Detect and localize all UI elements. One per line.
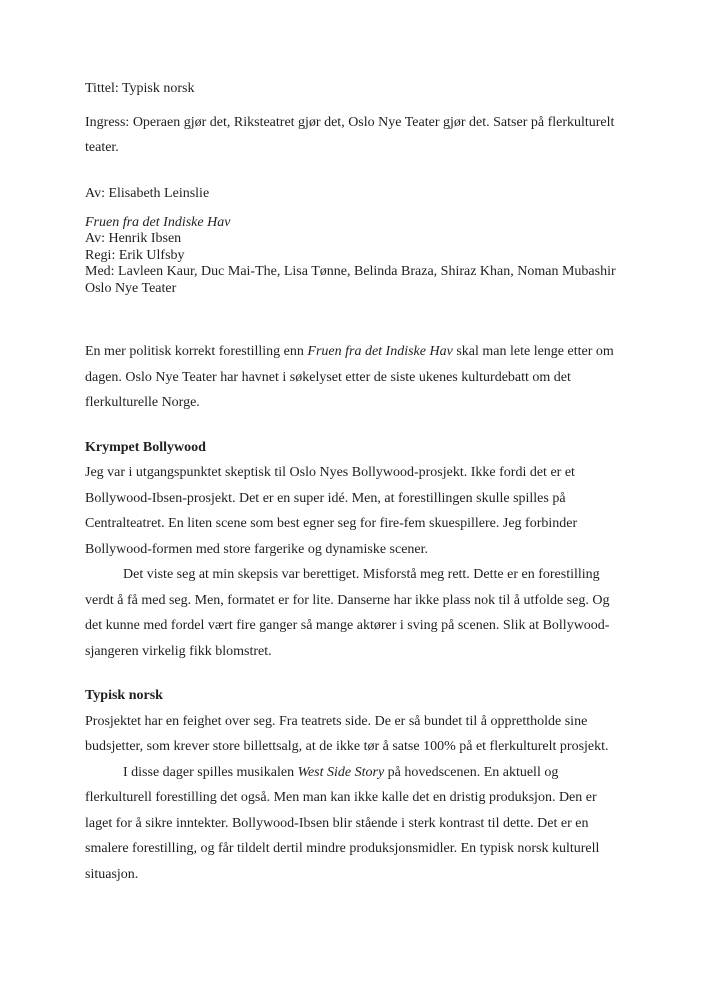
credits-theater-line: Oslo Nye Teater bbox=[85, 280, 177, 296]
credits-author-line: Av: Henrik Ibsen bbox=[85, 231, 182, 246]
typisk-paragraph-2 bbox=[85, 760, 627, 888]
typisk-paragraph-1: Prosjektet har en feighet over seg. Fra teatrets side. De er så bundet til å opprettholde sine budsjetter, som krever store billettsalg, at de ikke tør å satse 100% på et flerkulturelt prosjekt. bbox=[85, 713, 609, 754]
intro-play-title: Fruen fra det Indiske Hav bbox=[307, 344, 453, 359]
document-title-line: Tittel: Typisk norsk bbox=[85, 81, 195, 96]
bollywood-paragraph-1: Jeg var i utgangspunktet skeptisk til Oslo Nyes Bollywood-prosjekt. Ikke fordi det er et Bollywood-Ibsen-prosjekt. Det er en super idé. Men, at forestillingen skulle spilles på Centralteatret. En liten scene som best egner seg for fire-fem skuespillere. Jeg forbinder Bollywood-formen med store fargerike og dynamiske scener. bbox=[85, 465, 578, 557]
intro-text-before: En mer politisk korrekt forestilling enn bbox=[85, 344, 308, 359]
typisk-text-before: I disse dager spilles musikalen bbox=[123, 764, 298, 780]
section-heading-krympet-bollywood: Krympet Bollywood bbox=[85, 439, 206, 455]
typisk-musical-title: West Side Story bbox=[297, 764, 385, 780]
credits-play-title: Fruen fra det Indiske Hav bbox=[85, 214, 231, 230]
credits-director-line: Regi: Erik Ulfsby bbox=[85, 247, 185, 263]
intro-text-after: skal man lete lenge etter om dagen. Oslo Nye Teater har havnet i søkelyset etter de siste ukenes kulturdebatt om det flerkulturelle Norge. bbox=[85, 344, 614, 410]
production-credits-block bbox=[85, 215, 627, 298]
document-byline: Av: Elisabeth Leinslie bbox=[85, 185, 210, 201]
intro-paragraph bbox=[85, 339, 627, 416]
section-heading-typisk-norsk: Typisk norsk bbox=[85, 688, 163, 703]
document-ingress-line: Ingress: Operaen gjør det, Riksteatret gjør det, Oslo Nye Teater gjør det. Satser på flerkulturelt teater. bbox=[85, 114, 615, 155]
typisk-text-after: på hovedscenen. En aktuell og flerkulturell forestilling det også. Men man kan ikke kalle det en dristig produksjon. Den er laget for å sikre inntekter. Bollywood-Ibsen blir stående i sterk kontrast til dette. Det er en smalere forestilling, og får tildelt dertil mindre produksjonsmidler. En typisk norsk kulturell situasjon. bbox=[85, 764, 600, 882]
credits-cast-line: Med: Lavleen Kaur, Duc Mai-The, Lisa Tønne, Belinda Braza, Shiraz Khan, Noman Mubashir bbox=[85, 264, 616, 279]
bollywood-paragraph-2: Det viste seg at min skepsis var berettiget. Misforstå meg rett. Dette er en forestilling verdt å få med seg. Men, formatet er for lite. Danserne har ikke plass nok til å utfolde seg. Og det kunne med fordel vært fire ganger så mange aktører i sving på scenen. Slik at Bollywood-sjangeren virkelig fikk blomstret. bbox=[85, 567, 610, 659]
